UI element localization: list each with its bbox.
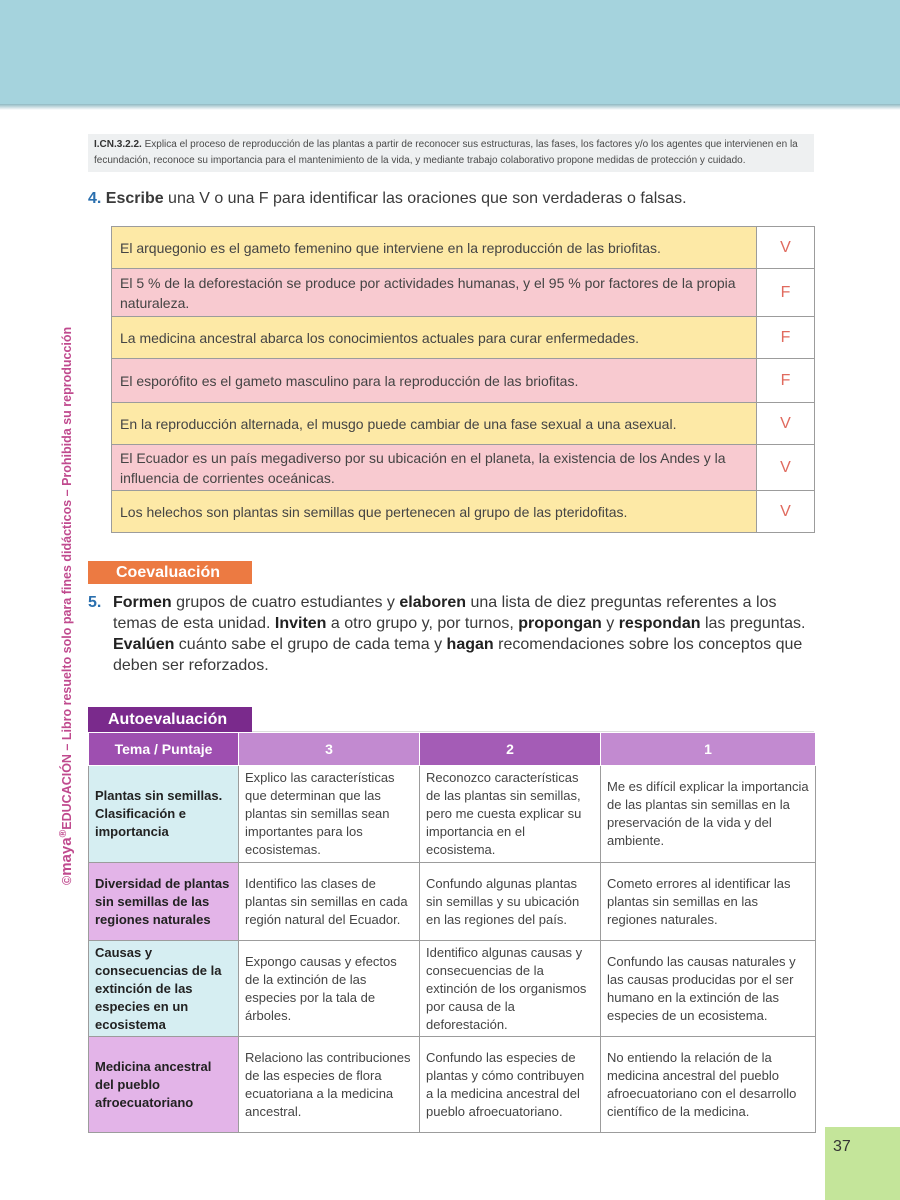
question-number: 5. xyxy=(88,594,102,611)
copyright-symbol: © xyxy=(60,875,75,885)
autoevaluacion-label: Autoevaluación xyxy=(88,707,252,732)
rubric-cell-3[interactable]: Expongo causas y efectos de la extinción de las especies por la tala de árboles. xyxy=(239,941,420,1037)
rubric-topic: Causas y consecuencias de la extinción de las especies en un ecosistema xyxy=(89,941,239,1037)
rubric-cell-1[interactable]: Me es difícil explicar la importancia de las plantas sin semillas en la preservación de la vida y del ambiente. xyxy=(601,766,816,863)
answer-cell[interactable]: F xyxy=(757,269,815,317)
table-row xyxy=(112,317,815,359)
evaluation-criterion xyxy=(88,134,814,172)
table-row xyxy=(112,491,815,533)
header-score-2: 2 xyxy=(420,733,601,766)
answer-cell[interactable]: V xyxy=(757,227,815,269)
self-assessment-rubric xyxy=(88,732,816,1133)
table-row xyxy=(112,359,815,403)
answer-cell[interactable]: F xyxy=(757,317,815,359)
rubric-cell-3[interactable]: Relaciono las contribuciones de las especies de flora ecuatoriana a la medicina ancestral. xyxy=(239,1037,420,1133)
rubric-cell-3[interactable]: Identifico las clases de plantas sin semillas en cada región natural del Ecuador. xyxy=(239,863,420,941)
copyright-side-note xyxy=(58,325,75,885)
registered-mark: ® xyxy=(58,829,69,838)
question-5 xyxy=(88,592,818,676)
question-text: cuánto sabe el grupo de cada tema y xyxy=(174,636,447,653)
statement-text: El arquegonio es el gameto femenino que interviene en la reproducción de las briofitas. xyxy=(112,227,757,269)
page-number: 37 xyxy=(833,1138,851,1155)
header-score-3: 3 xyxy=(239,733,420,766)
rubric-cell-2[interactable]: Confundo algunas plantas sin semillas y su ubicación en las regiones del país. xyxy=(420,863,601,941)
rubric-cell-1[interactable]: Cometo errores al identificar las plantas sin semillas en las regiones naturales. xyxy=(601,863,816,941)
rubric-topic: Medicina ancestral del pueblo afroecuatoriano xyxy=(89,1037,239,1133)
table-row xyxy=(112,403,815,445)
question-verb: Escribe xyxy=(105,190,164,207)
question-body xyxy=(113,592,818,676)
statement-text: Los helechos son plantas sin semillas que pertenecen al grupo de las pteridofitas. xyxy=(112,491,757,533)
table-row xyxy=(112,227,815,269)
question-text: y xyxy=(601,615,619,632)
statement-text: El esporófito es el gameto masculino para la reproducción de las briofitas. xyxy=(112,359,757,403)
question-text: grupos de cuatro estudiantes y xyxy=(171,594,400,611)
verb-elaboren: elaboren xyxy=(399,594,467,611)
rubric-cell-2[interactable]: Reconozco características de las plantas sin semillas, pero me cuesta explicar su importancia en el ecosistema. xyxy=(420,766,601,863)
coevaluacion-label: Coevaluación xyxy=(88,561,252,584)
rubric-cell-3[interactable]: Explico las características que determinan que las plantas sin semillas sean importantes para los ecosistemas. xyxy=(239,766,420,863)
verb-evaluen: Evalúen xyxy=(113,636,175,653)
copyright-text: EDUCACIÓN – Libro resuelto solo para fines didácticos – Prohibida su reproducción xyxy=(60,326,75,830)
header-band-shadow xyxy=(0,104,900,110)
rubric-topic: Diversidad de plantas sin semillas de las regiones naturales xyxy=(89,863,239,941)
question-text: a otro grupo y, por turnos, xyxy=(326,615,519,632)
statement-text: En la reproducción alternada, el musgo puede cambiar de una fase sexual a una asexual. xyxy=(112,403,757,445)
answer-cell[interactable]: V xyxy=(757,445,815,491)
criterion-text: Explica el proceso de reproducción de las plantas a partir de reconocer sus estructuras, las fases, los factores y/o los agentes que intervienen en la fecundación, reconoce su importancia para el mantenimiento de la vida, y mediante trabajo colaborativo propone medidas de protección y cuidado. xyxy=(94,139,798,166)
rubric-cell-2[interactable]: Identifico algunas causas y consecuencias de la extinción de los organismos por causa de la deforestación. xyxy=(420,941,601,1037)
question-text: una lista de diez preguntas referentes a los temas de esta unidad. xyxy=(113,594,777,632)
criterion-code: I.CN.3.2.2. xyxy=(94,139,142,150)
header-band xyxy=(0,0,900,104)
rubric-topic: Plantas sin semillas. Clasificación e importancia xyxy=(89,766,239,863)
answer-cell[interactable]: F xyxy=(757,359,815,403)
question-text: una V o una F para identificar las oraciones que son verdaderas o falsas. xyxy=(163,190,687,207)
rubric-cell-2[interactable]: Confundo las especies de plantas y cómo contribuyen a la medicina ancestral del pueblo afroecuatoriano. xyxy=(420,1037,601,1133)
verb-inviten: Inviten xyxy=(274,615,327,632)
table-row xyxy=(89,941,816,1037)
rubric-header-row xyxy=(89,733,816,766)
question-text: recomendaciones sobre los conceptos que deben ser reforzados. xyxy=(113,636,803,674)
brand-logo: maya xyxy=(58,837,76,876)
statement-text: La medicina ancestral abarca los conocimientos actuales para curar enfermedades. xyxy=(112,317,757,359)
verb-respondan: respondan xyxy=(618,615,701,632)
answer-cell[interactable]: V xyxy=(757,491,815,533)
table-row xyxy=(112,445,815,491)
header-score-1: 1 xyxy=(601,733,816,766)
verb-hagan: hagan xyxy=(446,636,494,653)
question-text: las preguntas. xyxy=(700,615,806,632)
answer-cell[interactable]: V xyxy=(757,403,815,445)
statement-text: El Ecuador es un país megadiverso por su ubicación en el planeta, la existencia de los Andes y la influencia de corrientes oceánicas. xyxy=(112,445,757,491)
question-number: 4. xyxy=(88,190,102,207)
header-topic-score: Tema / Puntaje xyxy=(89,733,239,766)
rubric-cell-1[interactable]: Confundo las causas naturales y las causas producidas por el ser humano en la extinción de las especies de un ecosistema. xyxy=(601,941,816,1037)
verb-propongan: propongan xyxy=(518,615,602,632)
table-row xyxy=(112,269,815,317)
question-4 xyxy=(88,190,687,208)
table-row xyxy=(89,1037,816,1133)
verb-formen: Formen xyxy=(113,594,172,611)
true-false-table xyxy=(111,226,815,533)
rubric-cell-1[interactable]: No entiendo la relación de la medicina ancestral del pueblo afroecuatoriano con el desarrollo científico de la medicina. xyxy=(601,1037,816,1133)
table-row xyxy=(89,863,816,941)
statement-text: El 5 % de la deforestación se produce por actividades humanas, y el 95 % por factores de la propia naturaleza. xyxy=(112,269,757,317)
table-row xyxy=(89,766,816,863)
